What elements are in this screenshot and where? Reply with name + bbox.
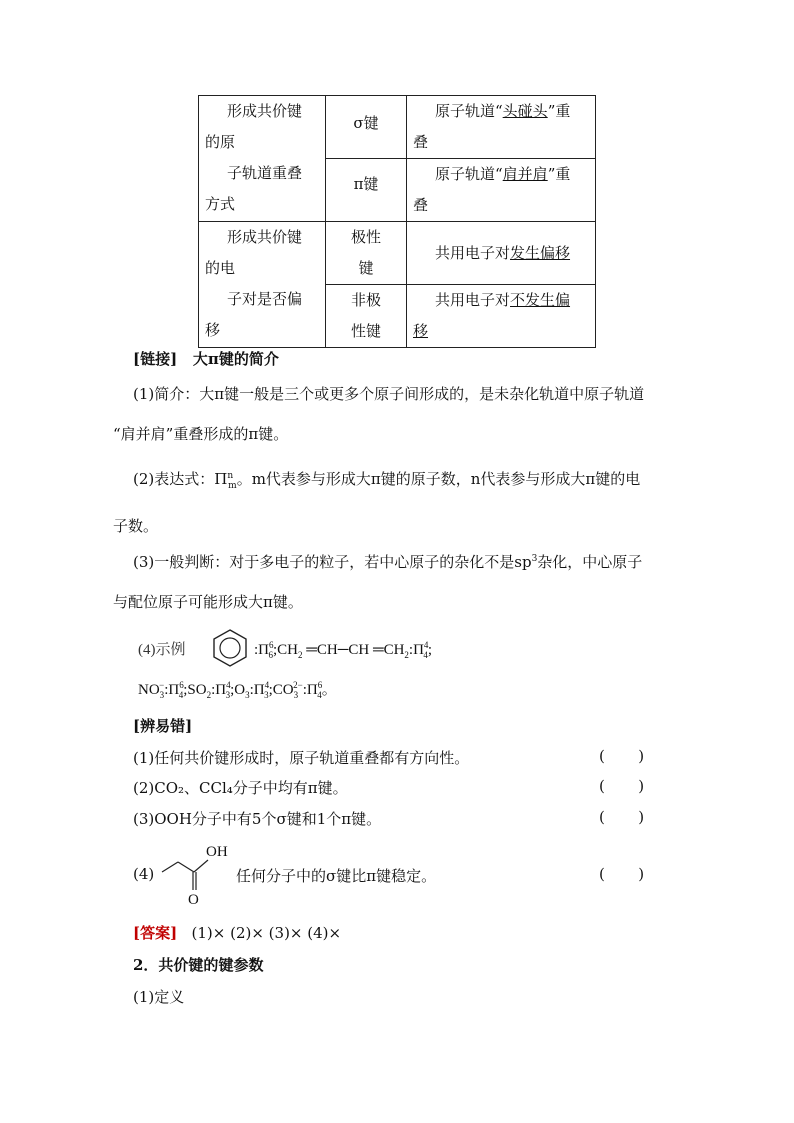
section-2-subheading: (1)定义 bbox=[133, 988, 185, 1006]
answer-blank-4[interactable]: ( ) bbox=[599, 865, 645, 883]
polar-desc-cell: 共用电子对发生偏移 bbox=[407, 222, 596, 285]
judge-heading: [辨易错] bbox=[133, 717, 193, 735]
judge-item-4: 任何分子中的σ键比π键稳定。 bbox=[236, 867, 437, 885]
pi-bond-cell: π键 bbox=[326, 159, 407, 222]
judge-item-4-label: (4) bbox=[133, 865, 155, 883]
nonpolar-bond-cell: 非极 性键 bbox=[326, 285, 407, 348]
answer-tag: [答案] bbox=[133, 924, 178, 942]
sigma-bond-cell: σ键 bbox=[326, 96, 407, 159]
answer-blank-1[interactable]: ( ) bbox=[599, 747, 645, 765]
bond-type-table bbox=[198, 95, 596, 348]
answer-blank-3[interactable]: ( ) bbox=[599, 808, 645, 826]
oh-label: OH bbox=[206, 844, 228, 860]
link-paragraph-1: (1)简介：大π键一般是三个或更多个原子间形成的，是未杂化轨道中原子轨道 “肩并肩”重叠形成的π键。 bbox=[113, 385, 645, 443]
answer-blank-2[interactable]: ( ) bbox=[599, 777, 645, 795]
o-label: O bbox=[188, 892, 199, 908]
judge-item-1: (1)任何共价键形成时，原子轨道重叠都有方向性。 bbox=[133, 749, 470, 767]
answer-line: [答案] (1)× (2)× (3)× (4)× bbox=[133, 924, 342, 942]
example-line-2: $NO_3^-:\Pi^6_4;SO_2:\Pi^4_3;O_3:\Pi^4_3;CO_3^{2-}:\Pi^6_4$。 bbox=[138, 680, 337, 700]
sigma-desc-cell: 原子轨道“头碰头”重 叠 bbox=[407, 96, 596, 159]
judge-item-2: (2)CO₂、CCl₄分子中均有π键。 bbox=[133, 779, 348, 797]
link-heading: [链接] 大π键的简介 bbox=[133, 350, 279, 368]
example-label: (4)示例 bbox=[138, 642, 186, 658]
electron-shift-header: 形成共价键 的电 子对是否偏 移 bbox=[199, 222, 326, 348]
polar-bond-cell: 极性 键 bbox=[326, 222, 407, 285]
nonpolar-desc-cell: 共用电子对不发生偏 移 bbox=[407, 285, 596, 348]
benzene-ring-icon bbox=[212, 628, 248, 668]
overlap-mode-header: 形成共价键 的原 子轨道重叠 方式 bbox=[199, 96, 326, 222]
example-line-1: $:\Pi^6_6;CH_2$ ═CH─CH $═CH_2:\Pi^4_4$; bbox=[254, 640, 433, 660]
link-paragraph-3: (3)一般判断：对于多电子的粒子，若中心原子的杂化不是$sp^3$杂化，中心原子 与配位原子可能形成大π键。 bbox=[113, 553, 643, 611]
pi-desc-cell: 原子轨道“肩并肩”重 叠 bbox=[407, 159, 596, 222]
section-2-title: 2．共价键的键参数 bbox=[133, 956, 264, 974]
judge-item-3: (3)OOH分子中有5个σ键和1个π键。 bbox=[133, 810, 382, 828]
link-paragraph-2: (2)表达式：$\Pi^n_m$。m代表参与形成大π键的原子数，n代表参与形成大π键的电 子数。 bbox=[113, 470, 641, 535]
